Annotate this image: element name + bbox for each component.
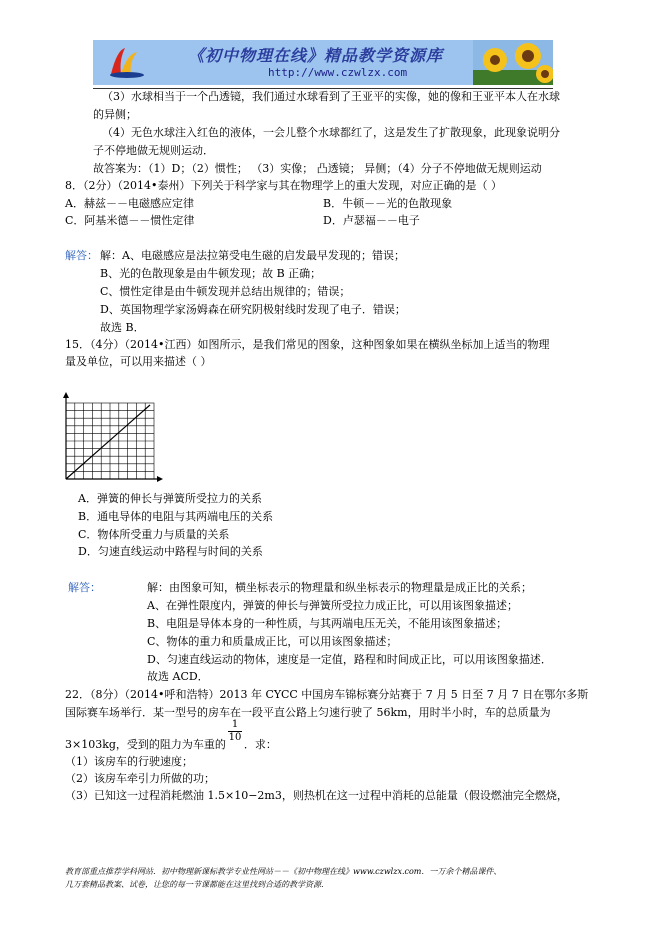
prev-answer-line-4: 子不停地做无规则运动．	[93, 144, 214, 157]
q15-answer-c: C、物体的重力和质量成正比，可以用该图象描述；	[147, 635, 398, 648]
proportional-graph	[58, 391, 164, 483]
fraction-denominator: 10	[228, 732, 242, 743]
q22-part-3: （3）已知这一过程消耗燃油 1.5×10−2m3，则热机在这一过程中消耗的总能量（假设燃油完全燃烧，	[65, 789, 568, 802]
q8-answer-intro: 解：A、电磁感应是法拉第受电生磁的启发最早发现的；错误；	[100, 249, 405, 262]
q22-ask-text: ．求：	[243, 738, 277, 751]
q22-fraction	[228, 719, 242, 744]
q15-answer-conclusion: 故选 ACD．	[147, 670, 209, 683]
q8-answer-conclusion: 故选 B．	[100, 321, 145, 334]
q15-answer-d: D、匀速直线运动的物体，速度是一定值，路程和时间成正比，可以用该图象描述．	[147, 653, 552, 666]
footer-line-1: 教育部重点推荐学科网站．初中物理新课标教学专业性网站－－《初中物理在线》www.czwlzx.com．一万余个精品课件、	[65, 867, 502, 876]
q8-stem: 8．（2分）（2014•泰州）下列关于科学家与其在物理学上的重大发现，对应正确的是（ ）	[65, 179, 502, 192]
q15-option-d: D．匀速直线运动中路程与时间的关系	[78, 545, 263, 558]
q15-option-b: B．通电导体的电阻与其两端电压的关系	[78, 510, 274, 523]
q22-mass-resistance-text: 3×103kg，受到的阻力为车重的	[65, 738, 226, 751]
q8-option-a: A．赫兹－－电磁感应定律	[65, 197, 194, 210]
q8-answer-c: C、惯性定律是由牛顿发现并总结出规律的；错误；	[100, 285, 351, 298]
q8-answer-b: B、光的色散现象是由牛顿发现；故 B 正确；	[100, 267, 322, 280]
prev-answer-line-3: （4）无色水球注入红色的液体，一会儿整个水球都红了，这是发生了扩散现象，此现象说明分	[102, 126, 560, 139]
q8-answer-d: D、英国物理学家汤姆森在研究阴极射线时发现了电子．错误；	[100, 303, 406, 316]
q15-answer-a: A、在弹性限度内，弹簧的伸长与弹簧所受拉力成正比，可以用该图象描述；	[147, 599, 518, 612]
site-banner	[93, 40, 553, 85]
fraction-numerator: 1	[231, 719, 239, 730]
prev-answer-line-2: 的异侧；	[93, 108, 137, 121]
q22-stem-line-3	[65, 738, 277, 752]
q22-stem-line-1: 22．（8分）（2014•呼和浩特）2013 年 CYCC 中国房车锦标赛分站赛于 7 月 5 日至 7 月 7 日在鄂尔多斯	[65, 688, 589, 701]
q15-answer-label: 解答：	[68, 581, 101, 594]
q22-stem-line-2: 国际赛车场举行．某一型号的房车在一段平直公路上匀速行驶了 56km，用时半小时，车的总质量为	[65, 706, 551, 719]
q22-part-2: （2）该房车牵引力所做的功；	[65, 772, 215, 785]
q8-option-c: C．阿基米德－－惯性定律	[65, 214, 195, 227]
q15-stem-line-2: 量及单位，可以用来描述（ ）	[65, 355, 212, 368]
q8-answer-label: 解答：	[65, 249, 98, 262]
q22-part-1: （1）该房车的行驶速度；	[65, 755, 193, 768]
sunflower-image	[473, 40, 553, 85]
header-rule	[93, 88, 553, 89]
q15-answer-b: B、电阻是导体本身的一种性质，与其两端电压无关，不能用该图象描述；	[147, 617, 508, 630]
footer-line-2: 几万套精品教案、试卷，让您的每一节课都能在这里找到合适的教学资源．	[65, 880, 329, 889]
q8-option-b: B．牛顿－－光的色散现象	[323, 197, 453, 210]
q15-stem-line-1: 15．（4分）（2014•江西）如图所示，是我们常见的图象，这种图象如果在横纵坐标加上适当的物理	[65, 338, 550, 351]
prev-answer-line-1: （3）水球相当于一个凸透镜，我们通过水球看到了王亚平的实像，她的像和王亚平本人在水球	[102, 90, 560, 103]
prev-answer-summary: 故答案为：（1）D；（2）惯性； （3）实像； 凸透镜； 异侧；（4）分子不停地做无规则运动	[93, 162, 542, 175]
q15-option-c: C．物体所受重力与质量的关系	[78, 528, 230, 541]
banner-title: 《初中物理在线》精品教学资源库	[188, 46, 444, 65]
q15-answer-intro: 解：由图象可知，横坐标表示的物理量和纵坐标表示的物理量是成正比的关系；	[147, 581, 532, 594]
banner-url: http://www.czwlzx.com	[268, 66, 408, 79]
q8-option-d: D．卢瑟福－－电子	[323, 214, 420, 227]
q15-option-a: A．弹簧的伸长与弹簧所受拉力的关系	[78, 492, 262, 505]
site-logo-icon	[107, 44, 147, 80]
